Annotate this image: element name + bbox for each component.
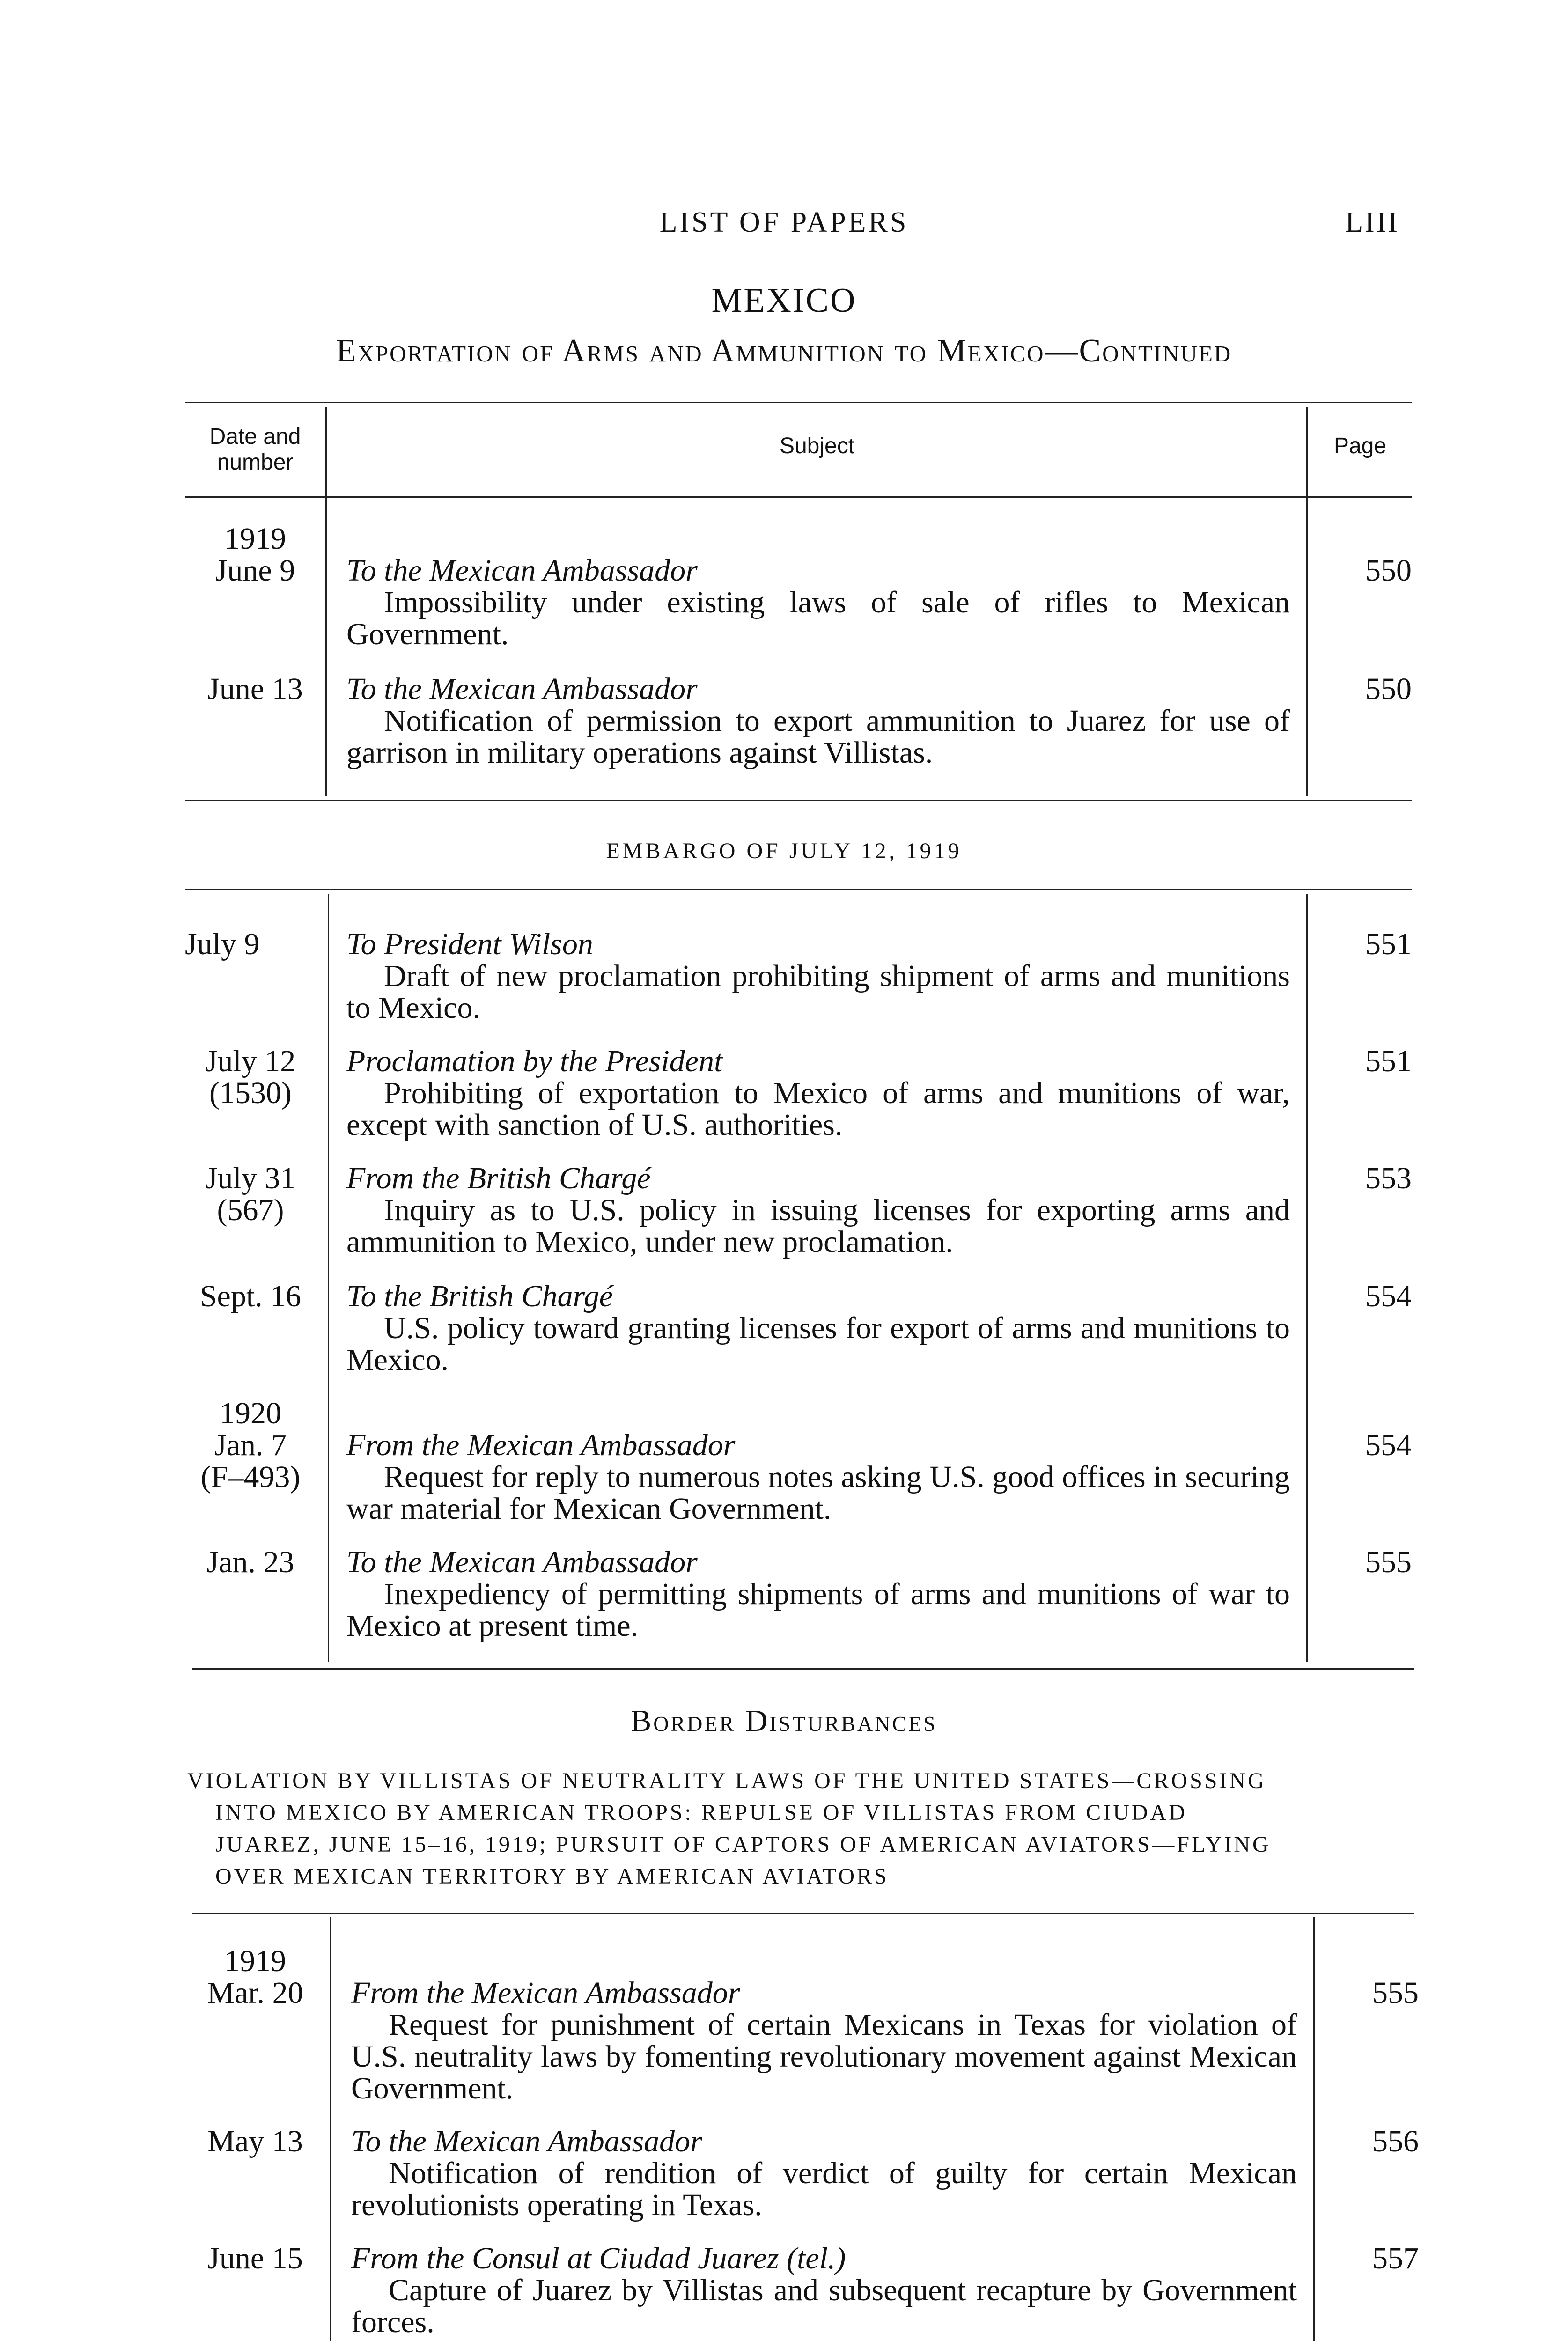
- table-row-subject: [346, 1429, 1290, 1525]
- table3-divider-left: [330, 1917, 331, 2341]
- entry-addressee: From the Mexican Ambassador: [346, 1428, 736, 1462]
- entry-description: Inquiry as to U.S. policy in issuing licenses for exporting arms and ammunition to Mexico, under new proclamation.: [346, 1193, 1290, 1259]
- entry-date: July 9: [185, 927, 260, 961]
- entry-page: 551: [1365, 1044, 1412, 1078]
- entry-description: Prohibiting of exportation to Mexico of arms and munitions of war, except with sanction of U.S. authorities.: [346, 1076, 1290, 1142]
- entry-year: 1919: [224, 1944, 286, 1978]
- entry-page: 550: [1365, 553, 1412, 588]
- entry-page: 557: [1372, 2241, 1419, 2275]
- entry-date: Sept. 16: [199, 1279, 302, 1313]
- table-row-date: [187, 1945, 323, 2009]
- table1-divider-right: [1306, 407, 1308, 796]
- embargo-heading: EMBARGO OF JULY 12, 1919: [606, 839, 962, 863]
- entry-date: May 13: [207, 2124, 303, 2158]
- entry-date: June 13: [207, 672, 303, 706]
- entry-page: 555: [1365, 1545, 1412, 1579]
- table2-divider-left: [328, 894, 329, 1662]
- border-disturbances-heading: Border Disturbances: [631, 1704, 937, 1738]
- violation-subheading: [187, 1765, 1433, 1892]
- entry-description: Capture of Juarez by Villistas and subsequent recapture by Government forces.: [351, 2273, 1297, 2339]
- table-row-subject: [346, 1045, 1290, 1141]
- table-row-subject: [346, 1163, 1290, 1258]
- entry-addressee: To President Wilson: [346, 927, 593, 961]
- entry-addressee: To the Mexican Ambassador: [351, 2124, 702, 2158]
- table-row-date: [185, 673, 325, 705]
- entry-description: Request for reply to numerous notes asking U.S. good offices in securing war material for Mexican Government.: [346, 1460, 1290, 1526]
- entry-description: Draft of new proclamation prohibiting shipment of arms and munitions to Mexico.: [346, 959, 1290, 1025]
- section-subheading: Exportation of Arms and Ammunition to Mexico—Continued: [336, 333, 1232, 369]
- table1-divider-left: [325, 407, 327, 796]
- table1-header-rule: [185, 496, 1412, 498]
- table-row-date: [185, 928, 311, 960]
- table-row-date: [187, 2243, 323, 2275]
- column-header-subject: Subject: [779, 434, 855, 458]
- entry-description: Impossibility under existing laws of sale of rifles to Mexican Government.: [346, 585, 1290, 651]
- table2-divider-right: [1306, 894, 1308, 1662]
- entry-date: June 15: [207, 2241, 303, 2275]
- table-row-subject: [346, 928, 1290, 1024]
- entry-date: Jan. 7: [214, 1428, 287, 1462]
- entry-page: 554: [1365, 1428, 1412, 1462]
- entry-description: U.S. policy toward granting licenses for export of arms and munitions to Mexico.: [346, 1311, 1290, 1377]
- table-row-date: [187, 2126, 323, 2157]
- entry-page: 553: [1365, 1161, 1412, 1195]
- table-row-date: [185, 1546, 316, 1578]
- table2-top-rule: [185, 889, 1412, 890]
- entry-number: (1530): [209, 1076, 292, 1110]
- entry-date: July 31: [205, 1161, 296, 1195]
- violation-title-line: OVER MEXICAN TERRITORY BY AMERICAN AVIATORS: [215, 1864, 889, 1889]
- violation-title-line: JUAREZ, JUNE 15–16, 1919; PURSUIT OF CAPTORS OF AMERICAN AVIATORS—FLYING: [215, 1832, 1271, 1857]
- table2-bottom-rule: [192, 1668, 1414, 1670]
- entry-description: Notification of permission to export ammunition to Juarez for use of garrison in military operations against Villistas.: [346, 704, 1290, 770]
- entry-year: 1919: [224, 522, 286, 556]
- table3-top-rule: [192, 1913, 1414, 1914]
- entry-page: 556: [1372, 2124, 1419, 2158]
- entry-addressee: To the British Chargé: [346, 1279, 613, 1313]
- table-row-subject: [351, 1977, 1297, 2105]
- entry-addressee: From the Consul at Ciudad Juarez (tel.): [351, 2241, 846, 2275]
- table-row-subject: [346, 1281, 1290, 1376]
- entry-date: Jan. 23: [206, 1545, 294, 1579]
- table-row-subject: [346, 673, 1290, 769]
- table-row-date: [185, 1163, 316, 1226]
- table-row-subject: [351, 2243, 1297, 2338]
- entry-number: (F–493): [200, 1460, 301, 1494]
- table-row-subject: [346, 1546, 1290, 1642]
- table-row-date: [185, 1281, 316, 1312]
- entry-page: 550: [1365, 672, 1412, 706]
- entry-page: 555: [1372, 1976, 1419, 2010]
- entry-addressee: From the British Chargé: [346, 1161, 651, 1195]
- entry-number: (567): [217, 1193, 284, 1227]
- entry-description: Notification of rendition of verdict of guilty for certain Mexican revolutionists operating in Texas.: [351, 2156, 1297, 2222]
- entry-addressee: Proclamation by the President: [346, 1044, 723, 1078]
- table-row-date: [185, 523, 325, 587]
- entry-addressee: To the Mexican Ambassador: [346, 1545, 698, 1579]
- country-heading: MEXICO: [711, 281, 857, 320]
- entry-date: July 12: [205, 1044, 296, 1078]
- entry-date: Mar. 20: [207, 1976, 303, 2010]
- entry-description: Request for punishment of certain Mexicans in Texas for violation of U.S. neutrality laws by fomenting revolutionary movement against Mexican Government.: [351, 2008, 1297, 2105]
- entry-addressee: To the Mexican Ambassador: [346, 672, 698, 706]
- table3-divider-right: [1313, 1917, 1315, 2341]
- entry-description: Inexpediency of permitting shipments of arms and munitions of war to Mexico at present time.: [346, 1577, 1290, 1643]
- violation-title-line: INTO MEXICO BY AMERICAN TROOPS: REPULSE OF VILLISTAS FROM CIUDAD: [215, 1800, 1187, 1825]
- entry-year: 1920: [220, 1396, 281, 1430]
- column-header-date: Date and number: [209, 424, 301, 475]
- table-row-subject: [351, 2126, 1297, 2221]
- entry-page: 551: [1365, 927, 1412, 961]
- entry-addressee: From the Mexican Ambassador: [351, 1976, 740, 2010]
- table-row-date: [185, 1398, 316, 1493]
- entry-date: June 9: [215, 553, 295, 588]
- page-number: LIII: [1345, 206, 1399, 238]
- table-row-date: [185, 1045, 316, 1109]
- running-header-title: LIST OF PAPERS: [659, 206, 909, 238]
- table1-bottom-rule: [185, 800, 1412, 801]
- column-header-page: Page: [1333, 434, 1387, 458]
- violation-title-line: VIOLATION BY VILLISTAS OF NEUTRALITY LAWS OF THE UNITED STATES—CROSSING: [187, 1768, 1266, 1793]
- entry-addressee: To the Mexican Ambassador: [346, 553, 698, 588]
- entry-page: 554: [1365, 1279, 1412, 1313]
- table-row-subject: [346, 555, 1290, 650]
- table1-top-rule: [185, 402, 1412, 403]
